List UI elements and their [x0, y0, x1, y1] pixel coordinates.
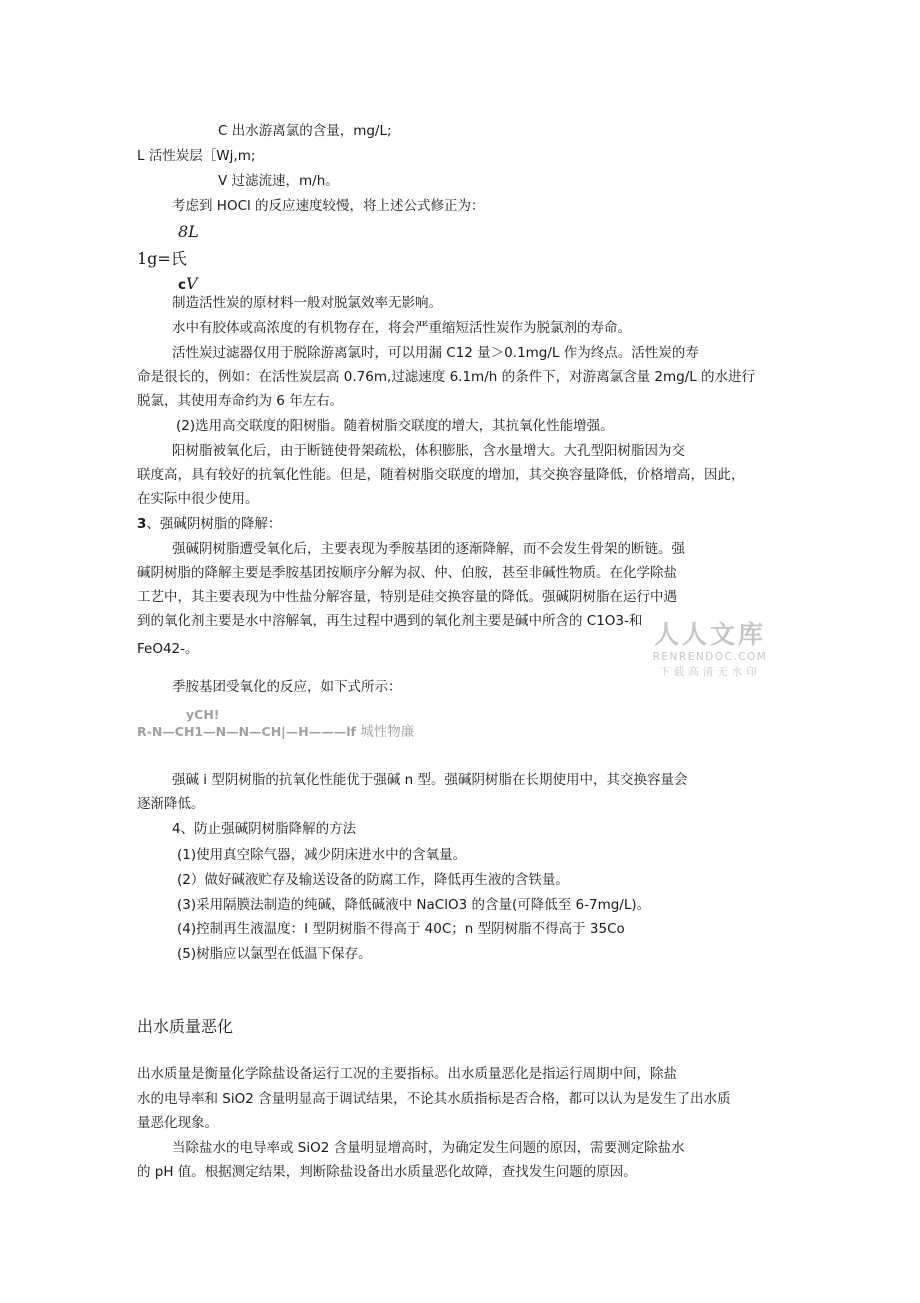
- text-line: 脱氯，其使用寿命约为 6 年左右。: [137, 393, 344, 409]
- text-line: 联度高，具有较好的抗氧化性能。但是，随着树脂交联度的增加，其交换容量降低，价格增高，因此，: [137, 467, 745, 483]
- text-line: 当除盐水的电导率或 SiO2 含量明显增高时，为确定发生问题的原因，需要测定除盐水: [172, 1140, 685, 1156]
- watermark: [648, 620, 772, 680]
- text-line: 制造活性炭的原材料一般对脱氯效率无影响。: [172, 295, 442, 311]
- formula-numerator: 8L: [178, 222, 199, 241]
- list-item: (2）做好碱液贮存及输送设备的防腐工作，降低再生液的含铁量。: [177, 872, 569, 888]
- text-line: 碱阴树脂的降解主要是季胺基团按顺序分解为叔、仲、伯胺，甚至非碱性物质。在化学除盐: [137, 565, 677, 581]
- text-line: 命是很长的，例如：在活性炭层高 0.76m,过滤速度 6.1m/h 的条件下，对游离氯含量 2mg/L 的水进行: [137, 369, 756, 385]
- text-line: 到的氧化剂主要是水中溶解氧，再生过程中遇到的氧化剂主要是碱中所含的 C1O3-和: [137, 613, 643, 629]
- text-line: 工艺中，其主要表现为中性盐分解容量，特别是硅交换容量的降低。强碱阴树脂在运行中遇: [137, 589, 677, 605]
- section-number: 3: [137, 516, 147, 532]
- text-line: 的 pH 值。根据测定结果，判断除盐设备出水质量恶化故障，查找发生问题的原因。: [137, 1164, 637, 1180]
- section-heading: 出水质量恶化: [137, 1017, 234, 1036]
- formula-denominator: [178, 274, 198, 295]
- section-label: 、强碱阴树脂的降解：: [146, 516, 282, 532]
- text-line: 在实际中很少使用。: [137, 491, 259, 507]
- list-item: (3)采用隔膜法制造的纯碱，降低碱液中 NaClO3 的含量(可降低至 6-7mg/L)。: [177, 897, 651, 913]
- text-line: (2)选用高交联度的阳树脂。随着树脂交联度的增大，其抗氧化性能增强。: [176, 418, 614, 434]
- text-line: 考虑到 HOCl 的反应速度较慢，将上述公式修正为：: [172, 198, 485, 214]
- text-line: 量恶化现象。: [137, 1115, 218, 1131]
- text-line: 强碱阴树脂遭受氧化后，主要表现为季胺基团的逐渐降解，而不会发生骨架的断链。强: [172, 541, 685, 557]
- formula-lhs: 1g=氏: [137, 249, 187, 268]
- section-title: [137, 514, 281, 534]
- reaction-formula-main: R-N—CH1—N—N—CH|—H———lf: [137, 724, 356, 739]
- formula-v: V: [186, 274, 198, 293]
- list-item: (5)树脂应以氯型在低温下保存。: [177, 946, 372, 962]
- formula-c: c: [178, 277, 187, 293]
- watermark-site: RENRENDOC.COM: [652, 651, 768, 663]
- text-line: 水的电导率和 SiO2 含量明显高于调试结果，不论其水质指标是否合格，都可以认为是发生了出水质: [137, 1091, 731, 1107]
- watermark-tagline: 下载高清无水印: [659, 666, 761, 678]
- text-line: L 活性炭层［Wj,m;: [137, 148, 256, 164]
- text-line: FeO42-。: [137, 641, 199, 657]
- text-line: 阳树脂被氧化后，由于断链使骨架疏松，体积膨胀，含水量增大。大孔型阳树脂因为交: [172, 443, 685, 459]
- text-line: 逐渐降低。: [137, 796, 205, 812]
- text-line: C 出水游离氯的含量，mg/L;: [218, 123, 392, 139]
- reaction-formula: [137, 722, 414, 742]
- text-line: 季胺基团受氧化的反应，如下式所示：: [172, 679, 402, 695]
- text-line: 强碱 i 型阴树脂的抗氧化性能优于强碱 n 型。强碱阴树脂在长期使用中，其交换容量会: [172, 772, 688, 788]
- text-line: 4、防止强碱阴树脂降解的方法: [172, 821, 357, 837]
- text-line: 活性炭过滤器仅用于脱除游离氯时，可以用漏 C12 量＞0.1mg/L 作为终点。活性炭的寿: [172, 345, 699, 361]
- watermark-logo: 人人文库: [653, 620, 766, 649]
- text-line: 水中有胶体或高浓度的有机物存在，将会严重缩短活性炭作为脱氯剂的寿命。: [172, 320, 631, 336]
- list-item: (4)控制再生液温度：I 型阴树脂不得高于 40C；n 型阴树脂不得高于 35Co: [177, 921, 625, 937]
- list-item: (1)使用真空除气器，减少阴床进水中的含氧量。: [177, 847, 467, 863]
- reaction-formula-top: yCH!: [186, 707, 220, 722]
- reaction-product: 城性物廉: [360, 724, 415, 740]
- text-line: V 过滤流速，m/h。: [218, 173, 339, 189]
- text-line: 出水质量是衡量化学除盐设备运行工况的主要指标。出水质量恶化是指运行周期中间，除盐: [137, 1066, 677, 1082]
